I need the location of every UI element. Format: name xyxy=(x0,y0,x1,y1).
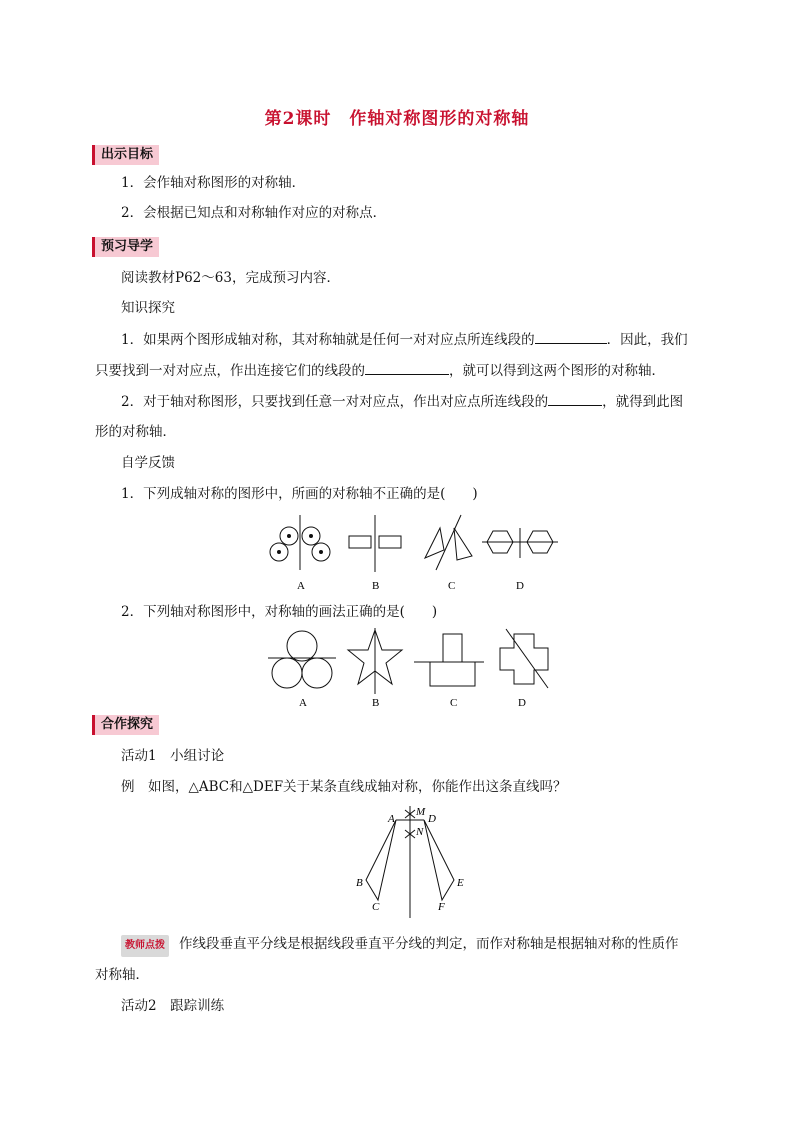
teacher-tip-line2: 对称轴． xyxy=(95,967,149,983)
triangle-abc xyxy=(366,820,396,900)
label-d: D xyxy=(428,813,436,825)
question-1: 1．下列成轴对称的图形中，所画的对称轴不正确的是( ) xyxy=(121,486,478,502)
q2-figures xyxy=(262,626,562,710)
k1-text-a: 1．如果两个图形成轴对称，其对称轴就是任何一对对应点所连线段的 xyxy=(121,332,535,348)
section-preview-badge: 预习导学 xyxy=(92,237,159,257)
q1-label-d: D xyxy=(516,580,524,592)
label-m: M xyxy=(416,806,426,818)
example-text: 例 如图，△ABC和△DEF关于某条直线成轴对称，你能作出这条直线吗？ xyxy=(121,779,567,795)
triangle-def xyxy=(424,820,454,900)
example-figure xyxy=(348,806,478,922)
tip-text-a: 作线段垂直平分线是根据线段垂直平分线的判定，而作对称轴是根据轴对称的性质作 xyxy=(179,936,679,952)
reading-instruction: 阅读教材P62～63，完成预习内容． xyxy=(121,270,340,286)
label-f: F xyxy=(438,901,445,913)
knowledge-2-line1 xyxy=(121,391,683,412)
label-n: N xyxy=(416,826,424,838)
activity-2-title: 活动2 跟踪训练 xyxy=(121,998,225,1014)
q2-label-b: B xyxy=(372,697,380,709)
section-cooperate-badge: 合作探究 xyxy=(92,715,159,735)
k1-text-b: ．因此，我们 xyxy=(606,332,688,348)
knowledge-1-line1 xyxy=(121,329,688,350)
label-b: B xyxy=(356,877,363,889)
k1-text-d: ，就可以得到这两个图形的对称轴． xyxy=(449,363,665,379)
q2-figure-c xyxy=(414,634,484,686)
label-a: A xyxy=(388,813,395,825)
q2-figure-b xyxy=(348,628,402,694)
k2-text-b: ，就得到此图 xyxy=(602,394,684,410)
k2-blank-1[interactable] xyxy=(548,391,602,406)
q2-label-d: D xyxy=(518,697,526,709)
k1-blank-1[interactable] xyxy=(535,329,607,344)
q1-figure-c xyxy=(425,515,472,570)
q1-label-b: B xyxy=(372,580,380,592)
page-title: 第2课时 作轴对称图形的对称轴 xyxy=(264,109,530,129)
q1-label-c: C xyxy=(448,580,456,592)
feedback-title: 自学反馈 xyxy=(121,455,175,471)
goal-1: 1．会作轴对称图形的对称轴． xyxy=(121,175,306,191)
explore-title: 知识探究 xyxy=(121,300,175,316)
q1-figure-d xyxy=(482,528,558,558)
goal-2: 2．会根据已知点和对称轴作对应的对称点． xyxy=(121,205,387,221)
q2-label-c: C xyxy=(450,697,458,709)
activity-1-title: 活动1 小组讨论 xyxy=(121,748,225,764)
k2-text-a: 2．对于轴对称图形，只要找到任意一对对应点，作出对应点所连线段的 xyxy=(121,394,549,410)
k1-blank-2[interactable] xyxy=(365,360,449,375)
label-c: C xyxy=(372,901,380,913)
knowledge-2-line2: 形的对称轴． xyxy=(95,424,176,440)
q1-figure-a xyxy=(270,515,330,570)
q2-label-a: A xyxy=(299,697,307,709)
k1-text-c: 只要找到一对对应点，作出连接它们的线段的 xyxy=(95,363,365,379)
q2-figure-a xyxy=(268,631,336,688)
teacher-tip-line1 xyxy=(121,934,679,957)
teacher-tip-badge: 教师点拨 xyxy=(121,935,169,957)
knowledge-1-line2 xyxy=(95,360,665,381)
q1-figures xyxy=(260,512,560,594)
label-e: E xyxy=(457,877,464,889)
section-goals-badge: 出示目标 xyxy=(92,145,159,165)
q2-figure-d xyxy=(500,629,548,688)
q1-figure-b xyxy=(349,515,401,572)
q1-label-a: A xyxy=(297,580,305,592)
question-2: 2．下列轴对称图形中，对称轴的画法正确的是( ) xyxy=(121,604,438,620)
